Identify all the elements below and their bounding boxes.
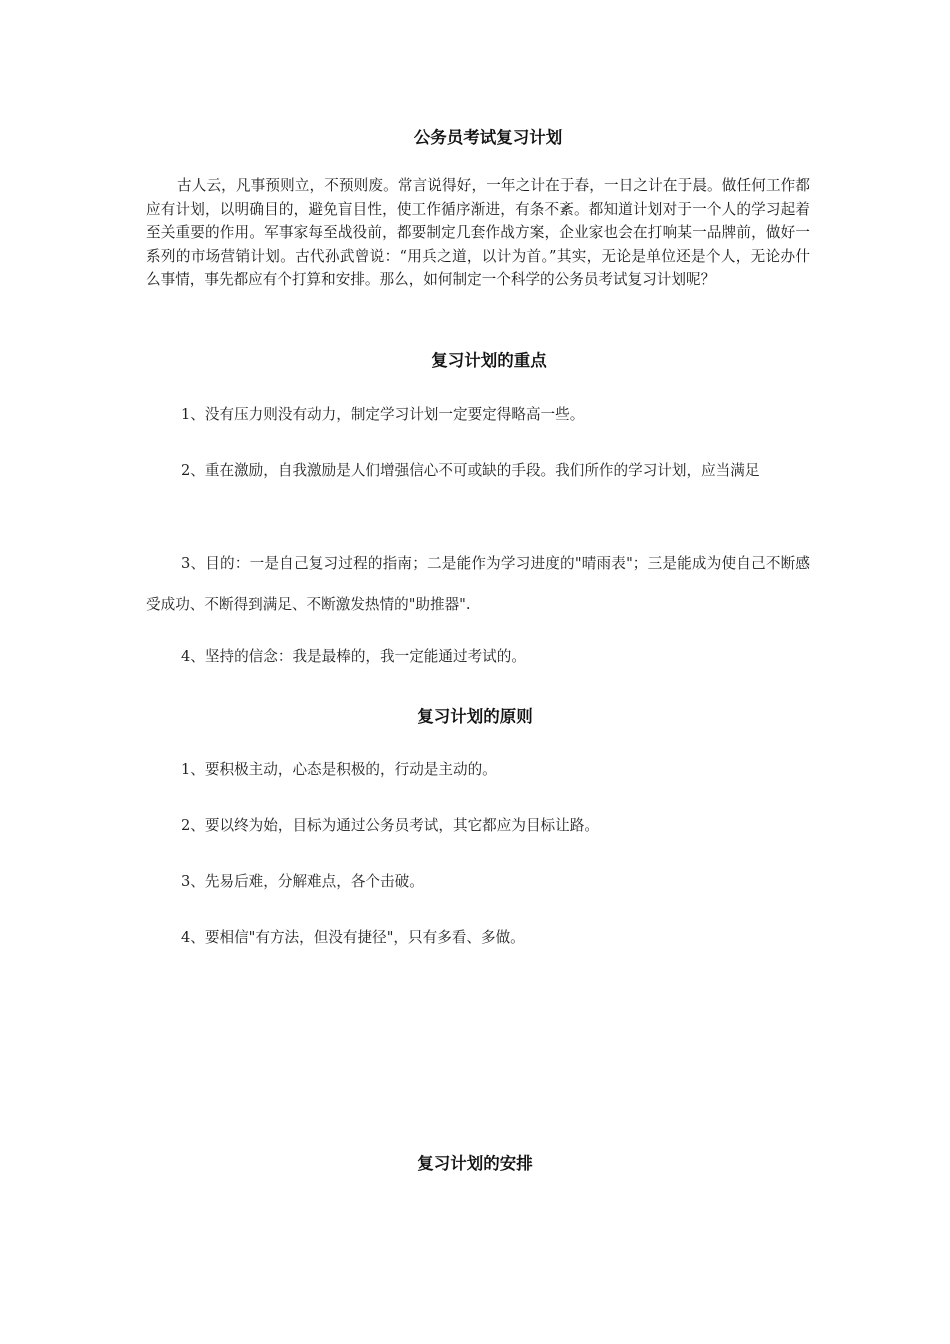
principle-item-1: 1、要积极主动，心态是积极的，行动是主动的。 bbox=[181, 761, 497, 778]
arrangement-heading: 复习计划的安排 bbox=[417, 1154, 533, 1173]
key-point-item-4: 4、坚持的信念：我是最棒的，我一定能通过考试的。 bbox=[181, 648, 526, 665]
principle-item-2: 2、要以终为始，目标为通过公务员考试，其它都应为目标让路。 bbox=[181, 817, 599, 834]
principle-item-3: 3、先易后难，分解难点，各个击破。 bbox=[181, 873, 424, 890]
key-point-item-1: 1、没有压力则没有动力，制定学习计划一定要定得略高一些。 bbox=[181, 406, 585, 423]
key-point-item-2: 2、重在激励，自我激励是人们增强信心不可或缺的手段。我们所作的学习计划，应当满足 bbox=[181, 462, 760, 479]
key-points-heading: 复习计划的重点 bbox=[431, 351, 547, 370]
principles-heading: 复习计划的原则 bbox=[417, 707, 533, 726]
document-title: 公务员考试复习计划 bbox=[413, 128, 563, 147]
key-point-item-3: 3、目的：一是自己复习过程的指南；二是能作为学习进度的"晴雨表"；三是能成为使自己不断感受成功、不断得到满足、不断激发热情的"助推器". bbox=[146, 555, 810, 613]
intro-paragraph: 古人云，凡事预则立，不预则废。常言说得好，一年之计在于春，一日之计在于晨。做任何工作都应有计划，以明确目的，避免盲目性，使工作循序渐进，有条不紊。都知道计划对于一个人的学习起着至关重要的作用。军事家每至战役前，都要制定几套作战方案，企业家也会在打响某一品牌前，做好一系列的市场营销计划。古代孙武曾说：“用兵之道，以计为首。”其实，无论是单位还是个人，无论办什么事情，事先都应有个打算和安排。那么，如何制定一个科学的公务员考试复习计划呢？ bbox=[146, 177, 810, 289]
principle-item-4: 4、要相信"有方法，但没有捷径"，只有多看、多做。 bbox=[181, 929, 525, 946]
